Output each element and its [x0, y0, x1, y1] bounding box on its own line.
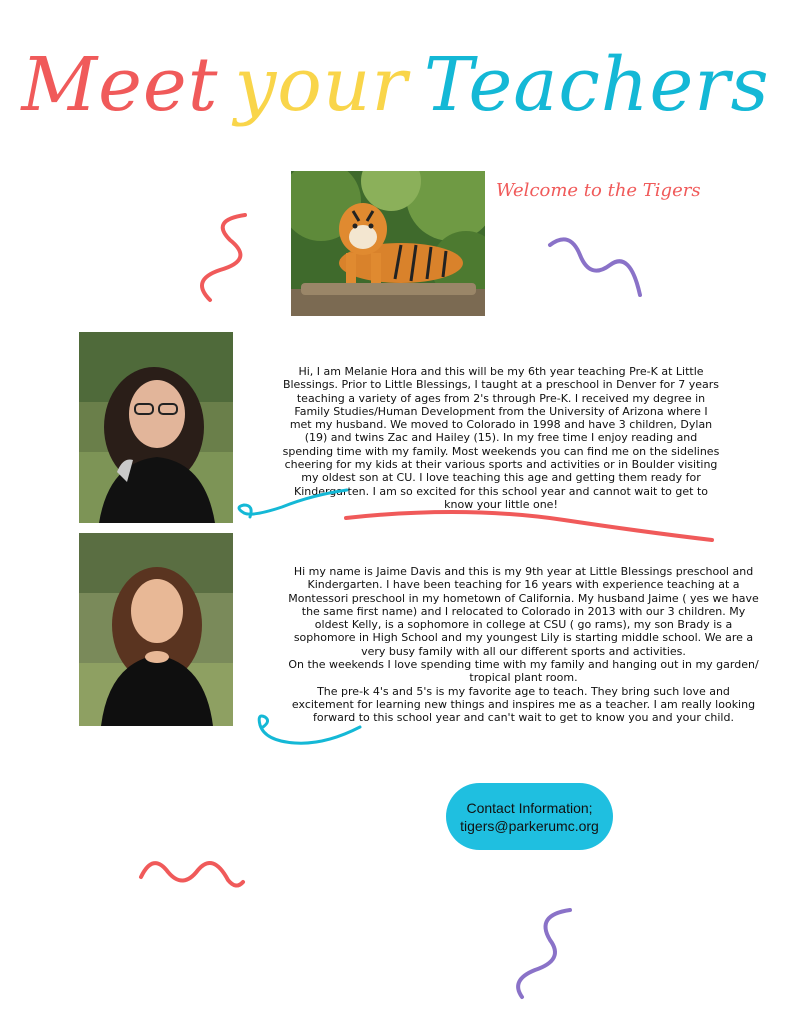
squiggle-coral-bottom-icon: [138, 852, 248, 892]
title-word-teachers: Teachers: [423, 42, 770, 128]
teacher-bio-melanie: Hi, I am Melanie Hora and this will be my 6th year teaching Pre-K at Little Blessings. Prior to Little Blessings, I taught at a preschool in Denver for 7 years teaching a variety of ages from 2's through Pre-K. I received my degree in Family Studies/Human Development from the University of Arizona where I met my husband. We moved to Colorado in 1998 and have 3 children, Dylan (19) and twins Zac and Hailey (15). In my free time I enjoy reading and spending time with my family. Most weekends you can find me on the sidelines cheering for my kids at their various sports and activities or in Boulder visiting my oldest son at CU. I love teaching this age and getting them ready for Kindergarten. I am so excited for this school year and cannot wait to get to know your little one!: [282, 365, 720, 511]
teacher-bio-jaime-p1: Hi my name is Jaime Davis and this is my 9th year at Little Blessings preschool and Kindergarten. I have been teaching for 16 years with experience teaching at a Montessori preschool in my hometown of California. My husband Jaime ( yes we have the same first name) and I relocated to Colorado in 2013 with our 3 children. My oldest Kelly, is a sophomore in college at CSU ( go rams), my son Brady is a sophomore in High School and my youngest Lily is starting middle school. We are a very busy family with all our different sports and activities.: [288, 565, 759, 658]
teacher-bio-jaime-p2: On the weekends I love spending time with my family and hanging out in my garden/ tropical plant room.: [288, 658, 759, 685]
squiggle-coral-top-icon: [190, 210, 260, 305]
contact-label: Contact Information;: [466, 799, 593, 816]
squiggle-purple-top-icon: [545, 235, 645, 300]
teacher-photo-jaime: [79, 533, 233, 726]
page-title: [0, 42, 791, 128]
squiggle-teal-2-icon: [245, 705, 365, 750]
squiggle-purple-bottom-icon: [510, 905, 580, 1000]
contact-email-link[interactable]: tigers@parkerumc.org: [460, 817, 599, 834]
title-word-meet: Meet: [21, 42, 219, 128]
title-word-your: your: [234, 42, 408, 128]
divider-wave-coral-icon: [344, 500, 714, 550]
teacher-bio-jaime: [286, 565, 761, 725]
teacher-photo-melanie: [79, 332, 233, 523]
tiger-photo: [291, 171, 485, 316]
teacher-bio-jaime-p3: The pre-k 4's and 5's is my favorite age to teach. They bring such love and excitement for learning new things and inspires me as a teacher. I am really looking forward to this school year and can't wait to get to know you and your child.: [291, 684, 756, 725]
squiggle-teal-1-icon: [232, 485, 352, 525]
subtitle: Welcome to the Tigers: [496, 180, 701, 201]
contact-pill: [446, 783, 613, 850]
